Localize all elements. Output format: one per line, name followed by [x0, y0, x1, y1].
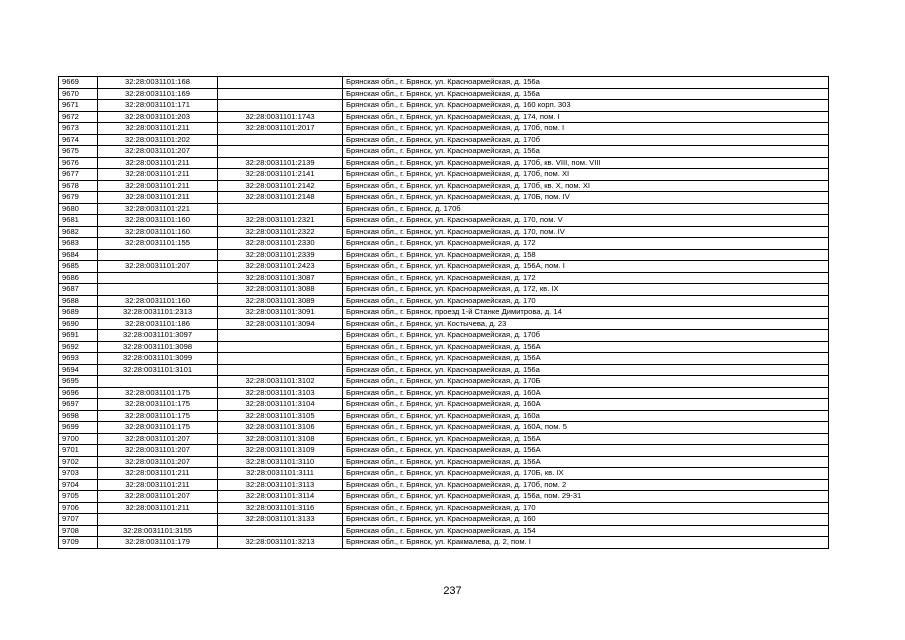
table-row — [59, 468, 829, 480]
parcel-cadastral-number-cell: 32:28:0031101:186 — [98, 318, 218, 330]
parcel-cadastral-number-cell: 32:28:0031101:2313 — [98, 307, 218, 319]
table-row — [59, 307, 829, 319]
object-cadastral-number-cell: 32:28:0031101:3113 — [218, 479, 343, 491]
registry-table-body — [59, 77, 829, 549]
row-number-cell: 9687 — [59, 284, 98, 296]
row-number-cell: 9701 — [59, 445, 98, 457]
parcel-cadastral-number-cell: 32:28:0031101:207 — [98, 456, 218, 468]
parcel-cadastral-number-cell — [98, 284, 218, 296]
table-row — [59, 134, 829, 146]
object-cadastral-number-cell: 32:28:0031101:3116 — [218, 502, 343, 514]
object-cadastral-number-cell: 32:28:0031101:3110 — [218, 456, 343, 468]
parcel-cadastral-number-cell: 32:28:0031101:160 — [98, 215, 218, 227]
parcel-cadastral-number-cell: 32:28:0031101:160 — [98, 295, 218, 307]
table-row — [59, 261, 829, 273]
object-cadastral-number-cell: 32:28:0031101:3111 — [218, 468, 343, 480]
table-row — [59, 88, 829, 100]
object-cadastral-number-cell: 32:28:0031101:3133 — [218, 514, 343, 526]
address-cell: Брянская обл., г. Брянск, ул. Красноармейская, д. 170 — [343, 295, 829, 307]
address-cell: Брянская обл., г. Брянск, ул. Красноармейская, д. 158 — [343, 249, 829, 261]
table-row — [59, 192, 829, 204]
row-number-cell: 9684 — [59, 249, 98, 261]
address-cell: Брянская обл., г. Брянск, ул. Красноармейская, д. 170б, пом. XI — [343, 169, 829, 181]
object-cadastral-number-cell — [218, 525, 343, 537]
table-row — [59, 387, 829, 399]
address-cell: Брянская обл., г. Брянск, ул. Красноармейская, д. 170б, кв. VIII, пом. VIII — [343, 157, 829, 169]
row-number-cell: 9685 — [59, 261, 98, 273]
table-row — [59, 410, 829, 422]
table-row — [59, 111, 829, 123]
table-row — [59, 157, 829, 169]
parcel-cadastral-number-cell — [98, 376, 218, 388]
address-cell: Брянская обл., г. Брянск, ул. Красноармейская, д. 154 — [343, 525, 829, 537]
object-cadastral-number-cell: 32:28:0031101:2330 — [218, 238, 343, 250]
address-cell: Брянская обл., г. Брянск, ул. Красноармейская, д. 170б, кв. X, пом. XI — [343, 180, 829, 192]
address-cell: Брянская обл., г. Брянск, ул. Красноармейская, д. 156А — [343, 353, 829, 365]
address-cell: Брянская обл., г. Брянск, ул. Красноармейская, д. 160а — [343, 410, 829, 422]
address-cell: Брянская обл., г. Брянск, ул. Красноармейская, д. 170, пом. IV — [343, 226, 829, 238]
object-cadastral-number-cell: 32:28:0031101:3088 — [218, 284, 343, 296]
row-number-cell: 9669 — [59, 77, 98, 89]
row-number-cell: 9708 — [59, 525, 98, 537]
table-row — [59, 364, 829, 376]
parcel-cadastral-number-cell: 32:28:0031101:160 — [98, 226, 218, 238]
row-number-cell: 9690 — [59, 318, 98, 330]
row-number-cell: 9691 — [59, 330, 98, 342]
parcel-cadastral-number-cell: 32:28:0031101:207 — [98, 146, 218, 158]
row-number-cell: 9697 — [59, 399, 98, 411]
object-cadastral-number-cell: 32:28:0031101:3104 — [218, 399, 343, 411]
parcel-cadastral-number-cell: 32:28:0031101:211 — [98, 123, 218, 135]
row-number-cell: 9670 — [59, 88, 98, 100]
object-cadastral-number-cell: 32:28:0031101:3091 — [218, 307, 343, 319]
address-cell: Брянская обл., г. Брянск, ул. Красноармейская, д. 170б, пом. I — [343, 123, 829, 135]
object-cadastral-number-cell: 32:28:0031101:3109 — [218, 445, 343, 457]
address-cell: Брянская обл., г. Брянск, ул. Красноармейская, д. 170Б, кв. IX — [343, 468, 829, 480]
object-cadastral-number-cell: 32:28:0031101:2142 — [218, 180, 343, 192]
table-row — [59, 433, 829, 445]
row-number-cell: 9693 — [59, 353, 98, 365]
address-cell: Брянская обл., г. Брянск, ул. Красноармейская, д. 160А — [343, 399, 829, 411]
table-row — [59, 330, 829, 342]
row-number-cell: 9675 — [59, 146, 98, 158]
address-cell: Брянская обл., г. Брянск, проезд 1-й Станке Димитрова, д. 14 — [343, 307, 829, 319]
row-number-cell: 9707 — [59, 514, 98, 526]
table-row — [59, 422, 829, 434]
object-cadastral-number-cell: 32:28:0031101:2321 — [218, 215, 343, 227]
parcel-cadastral-number-cell: 32:28:0031101:168 — [98, 77, 218, 89]
object-cadastral-number-cell: 32:28:0031101:2339 — [218, 249, 343, 261]
row-number-cell: 9680 — [59, 203, 98, 215]
address-cell: Брянская обл., г. Брянск, ул. Красноармейская, д. 156а — [343, 146, 829, 158]
table-row — [59, 238, 829, 250]
table-row — [59, 376, 829, 388]
parcel-cadastral-number-cell: 32:28:0031101:3098 — [98, 341, 218, 353]
row-number-cell: 9679 — [59, 192, 98, 204]
parcel-cadastral-number-cell: 32:28:0031101:211 — [98, 502, 218, 514]
row-number-cell: 9673 — [59, 123, 98, 135]
parcel-cadastral-number-cell: 32:28:0031101:175 — [98, 410, 218, 422]
parcel-cadastral-number-cell: 32:28:0031101:175 — [98, 422, 218, 434]
parcel-cadastral-number-cell — [98, 514, 218, 526]
address-cell: Брянская обл., г. Брянск, ул. Красноармейская, д. 160 корп. 303 — [343, 100, 829, 112]
object-cadastral-number-cell — [218, 134, 343, 146]
object-cadastral-number-cell: 32:28:0031101:3105 — [218, 410, 343, 422]
table-row — [59, 146, 829, 158]
address-cell: Брянская обл., г. Брянск, ул. Красноармейская, д. 160А — [343, 387, 829, 399]
object-cadastral-number-cell: 32:28:0031101:3087 — [218, 272, 343, 284]
table-row — [59, 456, 829, 468]
object-cadastral-number-cell — [218, 77, 343, 89]
parcel-cadastral-number-cell: 32:28:0031101:211 — [98, 192, 218, 204]
page-number: 237 — [443, 585, 462, 597]
object-cadastral-number-cell: 32:28:0031101:3114 — [218, 491, 343, 503]
parcel-cadastral-number-cell: 32:28:0031101:207 — [98, 433, 218, 445]
address-cell: Брянская обл., г. Брянск, ул. Красноармейская, д. 172 — [343, 272, 829, 284]
table-row — [59, 169, 829, 181]
parcel-cadastral-number-cell: 32:28:0031101:211 — [98, 169, 218, 181]
object-cadastral-number-cell: 32:28:0031101:1743 — [218, 111, 343, 123]
object-cadastral-number-cell: 32:28:0031101:3094 — [218, 318, 343, 330]
parcel-cadastral-number-cell: 32:28:0031101:155 — [98, 238, 218, 250]
address-cell: Брянская обл., г. Брянск, д. 170б — [343, 203, 829, 215]
row-number-cell: 9706 — [59, 502, 98, 514]
table-row — [59, 284, 829, 296]
object-cadastral-number-cell: 32:28:0031101:2148 — [218, 192, 343, 204]
address-cell: Брянская обл., г. Брянск, ул. Красноармейская, д. 172, кв. IX — [343, 284, 829, 296]
parcel-cadastral-number-cell: 32:28:0031101:169 — [98, 88, 218, 100]
address-cell: Брянская обл., г. Брянск, ул. Красноармейская, д. 170Б — [343, 376, 829, 388]
parcel-cadastral-number-cell: 32:28:0031101:175 — [98, 387, 218, 399]
object-cadastral-number-cell — [218, 100, 343, 112]
table-row — [59, 502, 829, 514]
parcel-cadastral-number-cell: 32:28:0031101:221 — [98, 203, 218, 215]
table-row — [59, 341, 829, 353]
address-cell: Брянская обл., г. Брянск, ул. Красноармейская, д. 170б, пом. 2 — [343, 479, 829, 491]
parcel-cadastral-number-cell — [98, 272, 218, 284]
row-number-cell: 9700 — [59, 433, 98, 445]
table-row — [59, 272, 829, 284]
table-row — [59, 77, 829, 89]
address-cell: Брянская обл., г. Брянск, ул. Красноармейская, д. 170б — [343, 134, 829, 146]
address-cell: Брянская обл., г. Брянск, ул. Красноармейская, д. 170 — [343, 502, 829, 514]
address-cell: Брянская обл., г. Брянск, ул. Красноармейская, д. 156А — [343, 341, 829, 353]
table-row — [59, 180, 829, 192]
row-number-cell: 9692 — [59, 341, 98, 353]
parcel-cadastral-number-cell: 32:28:0031101:171 — [98, 100, 218, 112]
address-cell: Брянская обл., г. Брянск, ул. Кракмалева, д. 2, пом. I — [343, 537, 829, 549]
table-row — [59, 226, 829, 238]
object-cadastral-number-cell: 32:28:0031101:3102 — [218, 376, 343, 388]
object-cadastral-number-cell: 32:28:0031101:3213 — [218, 537, 343, 549]
row-number-cell: 9703 — [59, 468, 98, 480]
table-row — [59, 215, 829, 227]
object-cadastral-number-cell: 32:28:0031101:3103 — [218, 387, 343, 399]
parcel-cadastral-number-cell: 32:28:0031101:175 — [98, 399, 218, 411]
object-cadastral-number-cell — [218, 341, 343, 353]
address-cell: Брянская обл., г. Брянск, ул. Красноармейская, д. 156а — [343, 77, 829, 89]
address-cell: Брянская обл., г. Брянск, ул. Красноармейская, д. 160 — [343, 514, 829, 526]
table-row — [59, 249, 829, 261]
object-cadastral-number-cell — [218, 353, 343, 365]
address-cell: Брянская обл., г. Брянск, ул. Красноармейская, д. 156а — [343, 88, 829, 100]
address-cell: Брянская обл., г. Брянск, ул. Красноармейская, д. 156А — [343, 456, 829, 468]
object-cadastral-number-cell: 32:28:0031101:2017 — [218, 123, 343, 135]
row-number-cell: 9681 — [59, 215, 98, 227]
table-row — [59, 203, 829, 215]
parcel-cadastral-number-cell: 32:28:0031101:207 — [98, 445, 218, 457]
object-cadastral-number-cell — [218, 146, 343, 158]
address-cell: Брянская обл., г. Брянск, ул. Красноармейская, д. 172 — [343, 238, 829, 250]
parcel-cadastral-number-cell: 32:28:0031101:3155 — [98, 525, 218, 537]
object-cadastral-number-cell: 32:28:0031101:2423 — [218, 261, 343, 273]
row-number-cell: 9699 — [59, 422, 98, 434]
address-cell: Брянская обл., г. Брянск, ул. Красноармейская, д. 160А, пом. 5 — [343, 422, 829, 434]
row-number-cell: 9688 — [59, 295, 98, 307]
parcel-cadastral-number-cell — [98, 249, 218, 261]
object-cadastral-number-cell: 32:28:0031101:3108 — [218, 433, 343, 445]
address-cell: Брянская обл., г. Брянск, ул. Красноармейская, д. 170б — [343, 330, 829, 342]
table-row — [59, 295, 829, 307]
table-row — [59, 445, 829, 457]
object-cadastral-number-cell — [218, 88, 343, 100]
row-number-cell: 9694 — [59, 364, 98, 376]
parcel-cadastral-number-cell: 32:28:0031101:3097 — [98, 330, 218, 342]
address-cell: Брянская обл., г. Брянск, ул. Красноармейская, д. 170Б, пом. IV — [343, 192, 829, 204]
parcel-cadastral-number-cell: 32:28:0031101:211 — [98, 468, 218, 480]
address-cell: Брянская обл., г. Брянск, ул. Красноармейская, д. 156А — [343, 445, 829, 457]
table-row — [59, 537, 829, 549]
registry-table — [58, 76, 829, 549]
parcel-cadastral-number-cell: 32:28:0031101:179 — [98, 537, 218, 549]
table-row — [59, 491, 829, 503]
parcel-cadastral-number-cell: 32:28:0031101:3099 — [98, 353, 218, 365]
row-number-cell: 9695 — [59, 376, 98, 388]
row-number-cell: 9671 — [59, 100, 98, 112]
row-number-cell: 9676 — [59, 157, 98, 169]
object-cadastral-number-cell — [218, 203, 343, 215]
parcel-cadastral-number-cell: 32:28:0031101:202 — [98, 134, 218, 146]
address-cell: Брянская обл., г. Брянск, ул. Красноармейская, д. 156а — [343, 364, 829, 376]
object-cadastral-number-cell: 32:28:0031101:3106 — [218, 422, 343, 434]
object-cadastral-number-cell — [218, 330, 343, 342]
table-row — [59, 100, 829, 112]
table-row — [59, 525, 829, 537]
address-cell: Брянская обл., г. Брянск, ул. Красноармейская, д. 174, пом. I — [343, 111, 829, 123]
object-cadastral-number-cell: 32:28:0031101:2139 — [218, 157, 343, 169]
table-row — [59, 123, 829, 135]
parcel-cadastral-number-cell: 32:28:0031101:3101 — [98, 364, 218, 376]
object-cadastral-number-cell: 32:28:0031101:2141 — [218, 169, 343, 181]
object-cadastral-number-cell — [218, 364, 343, 376]
address-cell: Брянская обл., г. Брянск, ул. Красноармейская, д. 156А — [343, 433, 829, 445]
parcel-cadastral-number-cell: 32:28:0031101:207 — [98, 491, 218, 503]
row-number-cell: 9696 — [59, 387, 98, 399]
row-number-cell: 9702 — [59, 456, 98, 468]
row-number-cell: 9678 — [59, 180, 98, 192]
table-row — [59, 514, 829, 526]
address-cell: Брянская обл., г. Брянск, ул. Красноармейская, д. 156А, пом. I — [343, 261, 829, 273]
table-row — [59, 479, 829, 491]
row-number-cell: 9709 — [59, 537, 98, 549]
row-number-cell: 9683 — [59, 238, 98, 250]
row-number-cell: 9672 — [59, 111, 98, 123]
object-cadastral-number-cell: 32:28:0031101:2322 — [218, 226, 343, 238]
row-number-cell: 9705 — [59, 491, 98, 503]
parcel-cadastral-number-cell: 32:28:0031101:211 — [98, 157, 218, 169]
table-row — [59, 318, 829, 330]
parcel-cadastral-number-cell: 32:28:0031101:207 — [98, 261, 218, 273]
table-row — [59, 399, 829, 411]
address-cell: Брянская обл., г. Брянск, ул. Костычева, д. 23 — [343, 318, 829, 330]
row-number-cell: 9682 — [59, 226, 98, 238]
row-number-cell: 9686 — [59, 272, 98, 284]
address-cell: Брянская обл., г. Брянск, ул. Красноармейская, д. 156а, пом. 29-31 — [343, 491, 829, 503]
row-number-cell: 9677 — [59, 169, 98, 181]
address-cell: Брянская обл., г. Брянск, ул. Красноармейская, д. 170, пом. V — [343, 215, 829, 227]
parcel-cadastral-number-cell: 32:28:0031101:211 — [98, 479, 218, 491]
row-number-cell: 9674 — [59, 134, 98, 146]
row-number-cell: 9698 — [59, 410, 98, 422]
row-number-cell: 9689 — [59, 307, 98, 319]
object-cadastral-number-cell: 32:28:0031101:3089 — [218, 295, 343, 307]
row-number-cell: 9704 — [59, 479, 98, 491]
parcel-cadastral-number-cell: 32:28:0031101:211 — [98, 180, 218, 192]
table-row — [59, 353, 829, 365]
parcel-cadastral-number-cell: 32:28:0031101:203 — [98, 111, 218, 123]
